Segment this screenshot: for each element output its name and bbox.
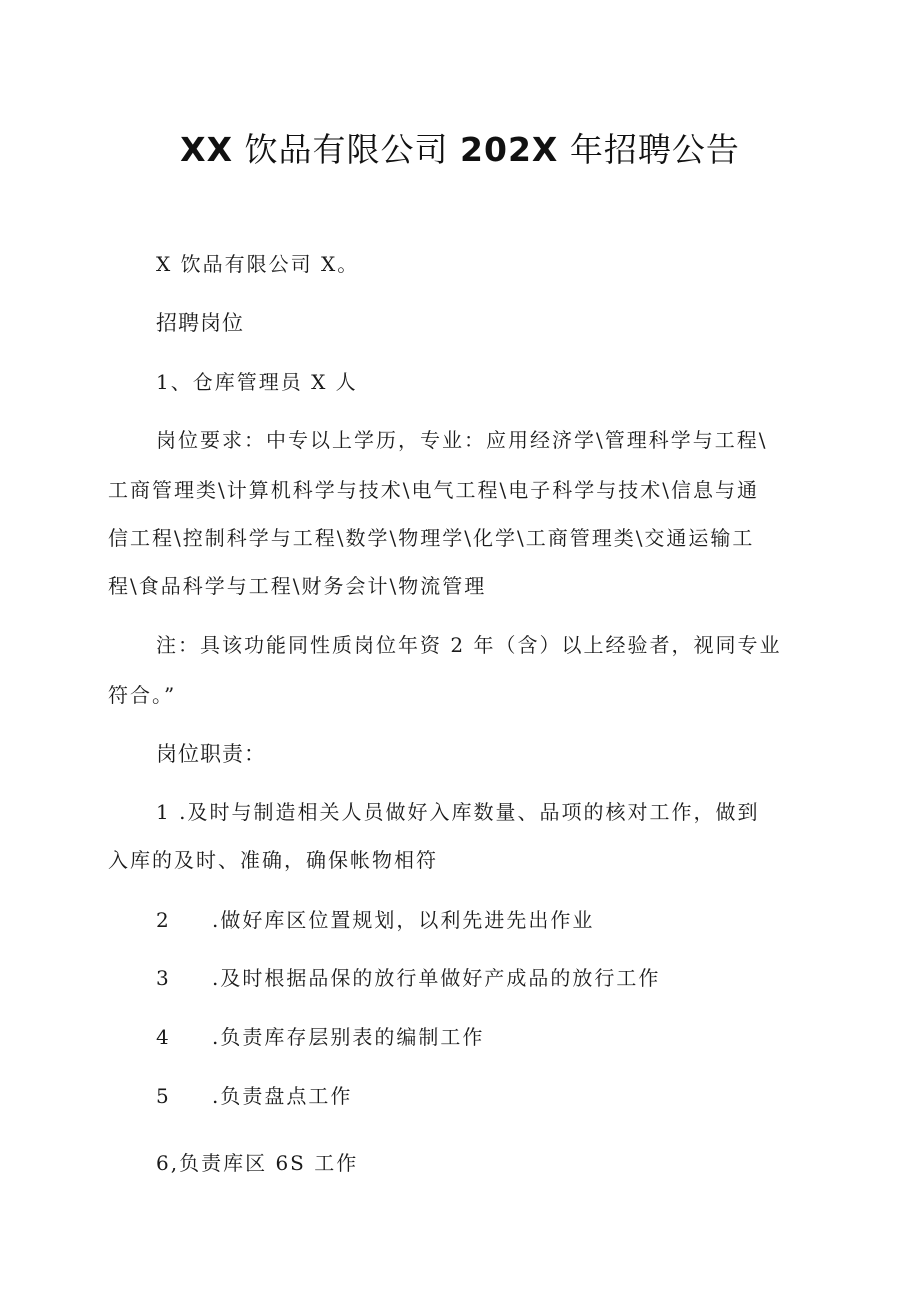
requirements-line: 工商管理类\计算机科学与技术\电气工程\电子科学与技术\信息与通 (108, 478, 759, 502)
duty-text: .负责库存层别表的编制工作 (212, 1025, 485, 1049)
title-company: 饮品有限公司 (244, 130, 449, 169)
duty-line: 1 .及时与制造相关人员做好入库数量、品项的核对工作，做到 (156, 800, 760, 824)
duty-item: 6,负责库区 6S 工作 (156, 1151, 359, 1175)
duty-number: 2 (156, 908, 171, 932)
duty-item (156, 966, 856, 990)
section-heading-duties: 岗位职责： (156, 742, 266, 766)
page-title (0, 124, 920, 171)
duty-item (156, 1025, 856, 1049)
title-prefix: XX (180, 130, 234, 169)
duty-text: .及时根据品保的放行单做好产成品的放行工作 (212, 966, 661, 990)
duty-text: .做好库区位置规划，以利先进先出作业 (212, 908, 595, 932)
requirements-line: 程\食品科学与工程\财务会计\物流管理 (108, 574, 487, 598)
section-heading-positions: 招聘岗位 (156, 311, 244, 335)
duty-line: 入库的及时、准确，确保帐物相符 (108, 848, 438, 872)
requirements-line: 信工程\控制科学与工程\数学\物理学\化学\工商管理类\交通运输工 (108, 526, 755, 550)
duty-number: 5 (156, 1084, 171, 1108)
duty-number: 4 (156, 1025, 171, 1049)
duty-item (156, 908, 856, 932)
duty-text: .负责盘点工作 (212, 1084, 353, 1108)
intro-paragraph: X 饮品有限公司 X。 (156, 252, 360, 276)
note-line: 注：具该功能同性质岗位年资 2 年（含）以上经验者，视同专业 (156, 633, 782, 657)
duty-number: 3 (156, 966, 171, 990)
position-item: 1、仓库管理员 X 人 (156, 370, 358, 394)
title-suffix: 年招聘公告 (569, 130, 740, 169)
title-year: 202X (460, 130, 559, 169)
duty-item (156, 1084, 856, 1108)
requirements-line: 岗位要求：中专以上学历，专业：应用经济学\管理科学与工程\ (156, 428, 768, 452)
note-line: 符合。” (108, 683, 177, 707)
